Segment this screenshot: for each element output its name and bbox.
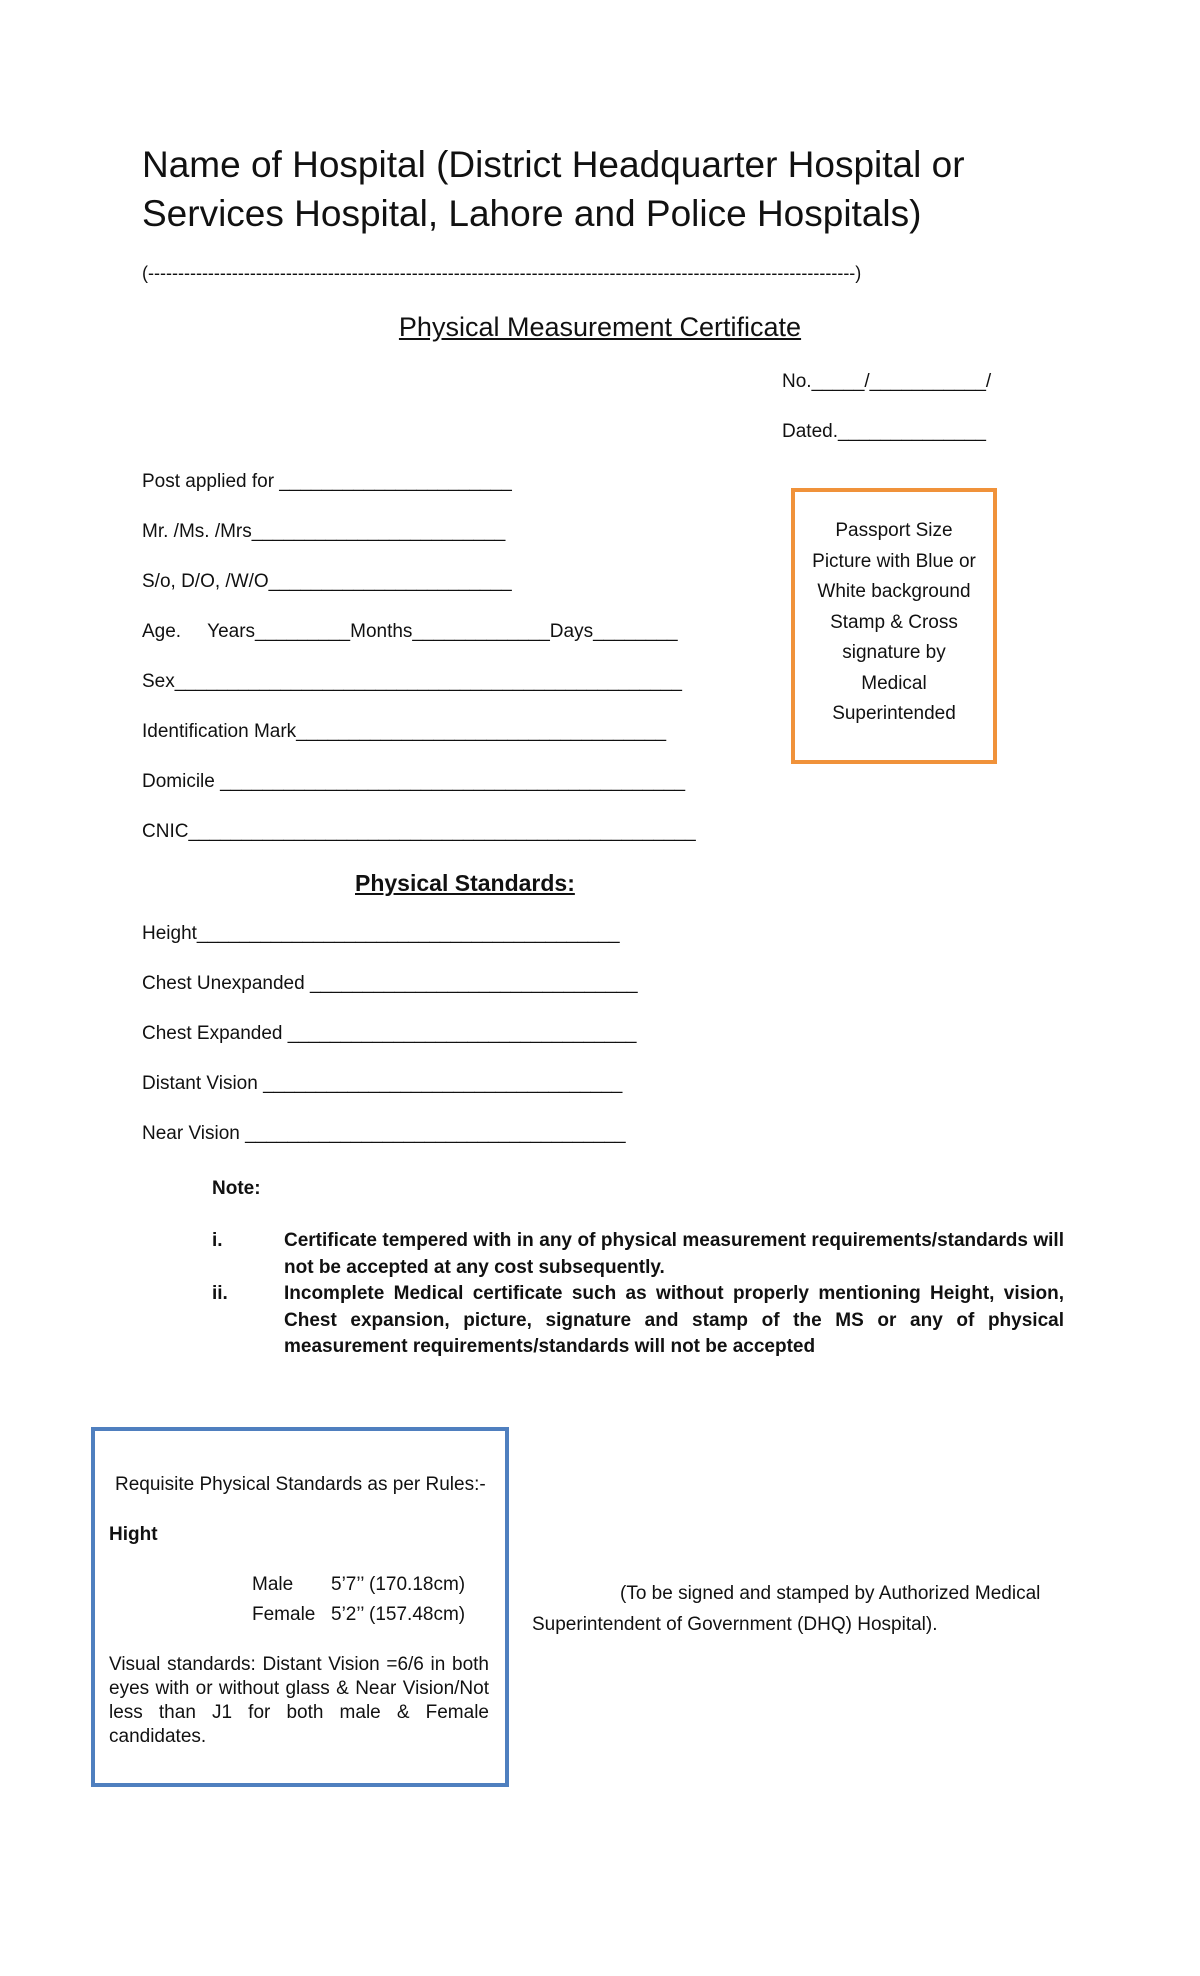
hight-label: Hight — [109, 1524, 158, 1545]
applicant-name-field[interactable]: Mr. /Ms. /Mrs________________________ — [142, 521, 506, 542]
domicile-field[interactable]: Domicile ____________________________________________ — [142, 771, 686, 792]
female-height-value: 5’2’’ (157.48cm) — [331, 1604, 466, 1625]
passport-photo-instructions: Passport Size Picture with Blue or White background Stamp & Cross signature by Medical Superintended — [812, 520, 976, 724]
certificate-number-field[interactable]: No._____/___________/ — [782, 371, 992, 392]
male-height-value: 5’7’’ (170.18cm) — [331, 1574, 466, 1595]
hospital-dashed-line: (----------------------------------------------------------------------------------------------------------------------) — [142, 263, 862, 283]
note-item-text: Certificate tempered with in any of physical measurement requirements/standards will not be accepted at any cost subsequently. — [284, 1230, 1064, 1278]
female-label: Female — [252, 1604, 316, 1625]
requisite-standards-box — [91, 1427, 509, 1787]
note-item-number: ii. — [212, 1283, 228, 1304]
distant-vision-field[interactable]: Distant Vision __________________________________ — [142, 1073, 623, 1094]
age-field[interactable]: Age. Years_________Months_____________Days________ — [142, 621, 678, 642]
note-item — [212, 1228, 1064, 1284]
physical-standards-heading: Physical Standards: — [355, 870, 575, 896]
requisite-standards-heading: Requisite Physical Standards as per Rules:- — [115, 1474, 486, 1495]
signature-instruction: (To be signed and stamped by Authorized Medical Superintendent of Government (DHQ) Hospital). — [532, 1583, 1041, 1635]
hospital-name-line-1: Name of Hospital (District Headquarter Hospital or — [142, 144, 965, 185]
chest-unexpanded-field[interactable]: Chest Unexpanded _______________________________ — [142, 973, 638, 994]
identification-mark-field[interactable]: Identification Mark___________________________________ — [142, 721, 667, 742]
post-applied-field[interactable]: Post applied for ______________________ — [142, 471, 512, 492]
male-label: Male — [252, 1574, 294, 1595]
hospital-name-line-2: Services Hospital, Lahore and Police Hospitals) — [142, 193, 922, 234]
certificate-date-field[interactable]: Dated.______________ — [782, 421, 986, 442]
near-vision-field[interactable]: Near Vision ____________________________________ — [142, 1123, 626, 1144]
visual-standards-text: Visual standards: Distant Vision =6/6 in both eyes with or without glass & Near Vision/Not less than J1 for both male & Female candidates. — [109, 1654, 489, 1747]
note-label: Note: — [212, 1178, 261, 1199]
certificate-title: Physical Measurement Certificate — [398, 312, 802, 342]
passport-photo-box — [791, 488, 997, 764]
cnic-field[interactable]: CNIC________________________________________________ — [142, 821, 696, 842]
relation-field[interactable]: S/o, D/O, /W/O_______________________ — [142, 571, 512, 592]
note-item — [212, 1281, 1064, 1363]
note-item-number: i. — [212, 1230, 223, 1251]
height-field[interactable]: Height________________________________________ — [142, 923, 620, 944]
sex-field[interactable]: Sex________________________________________________ — [142, 671, 682, 692]
chest-expanded-field[interactable]: Chest Expanded _________________________________ — [142, 1023, 637, 1044]
note-item-text: Incomplete Medical certificate such as without properly mentioning Height, vision, Chest expansion, picture, signature and stamp of the MS or any of physical measurement requirements/standards will not be accepted — [284, 1283, 1064, 1357]
